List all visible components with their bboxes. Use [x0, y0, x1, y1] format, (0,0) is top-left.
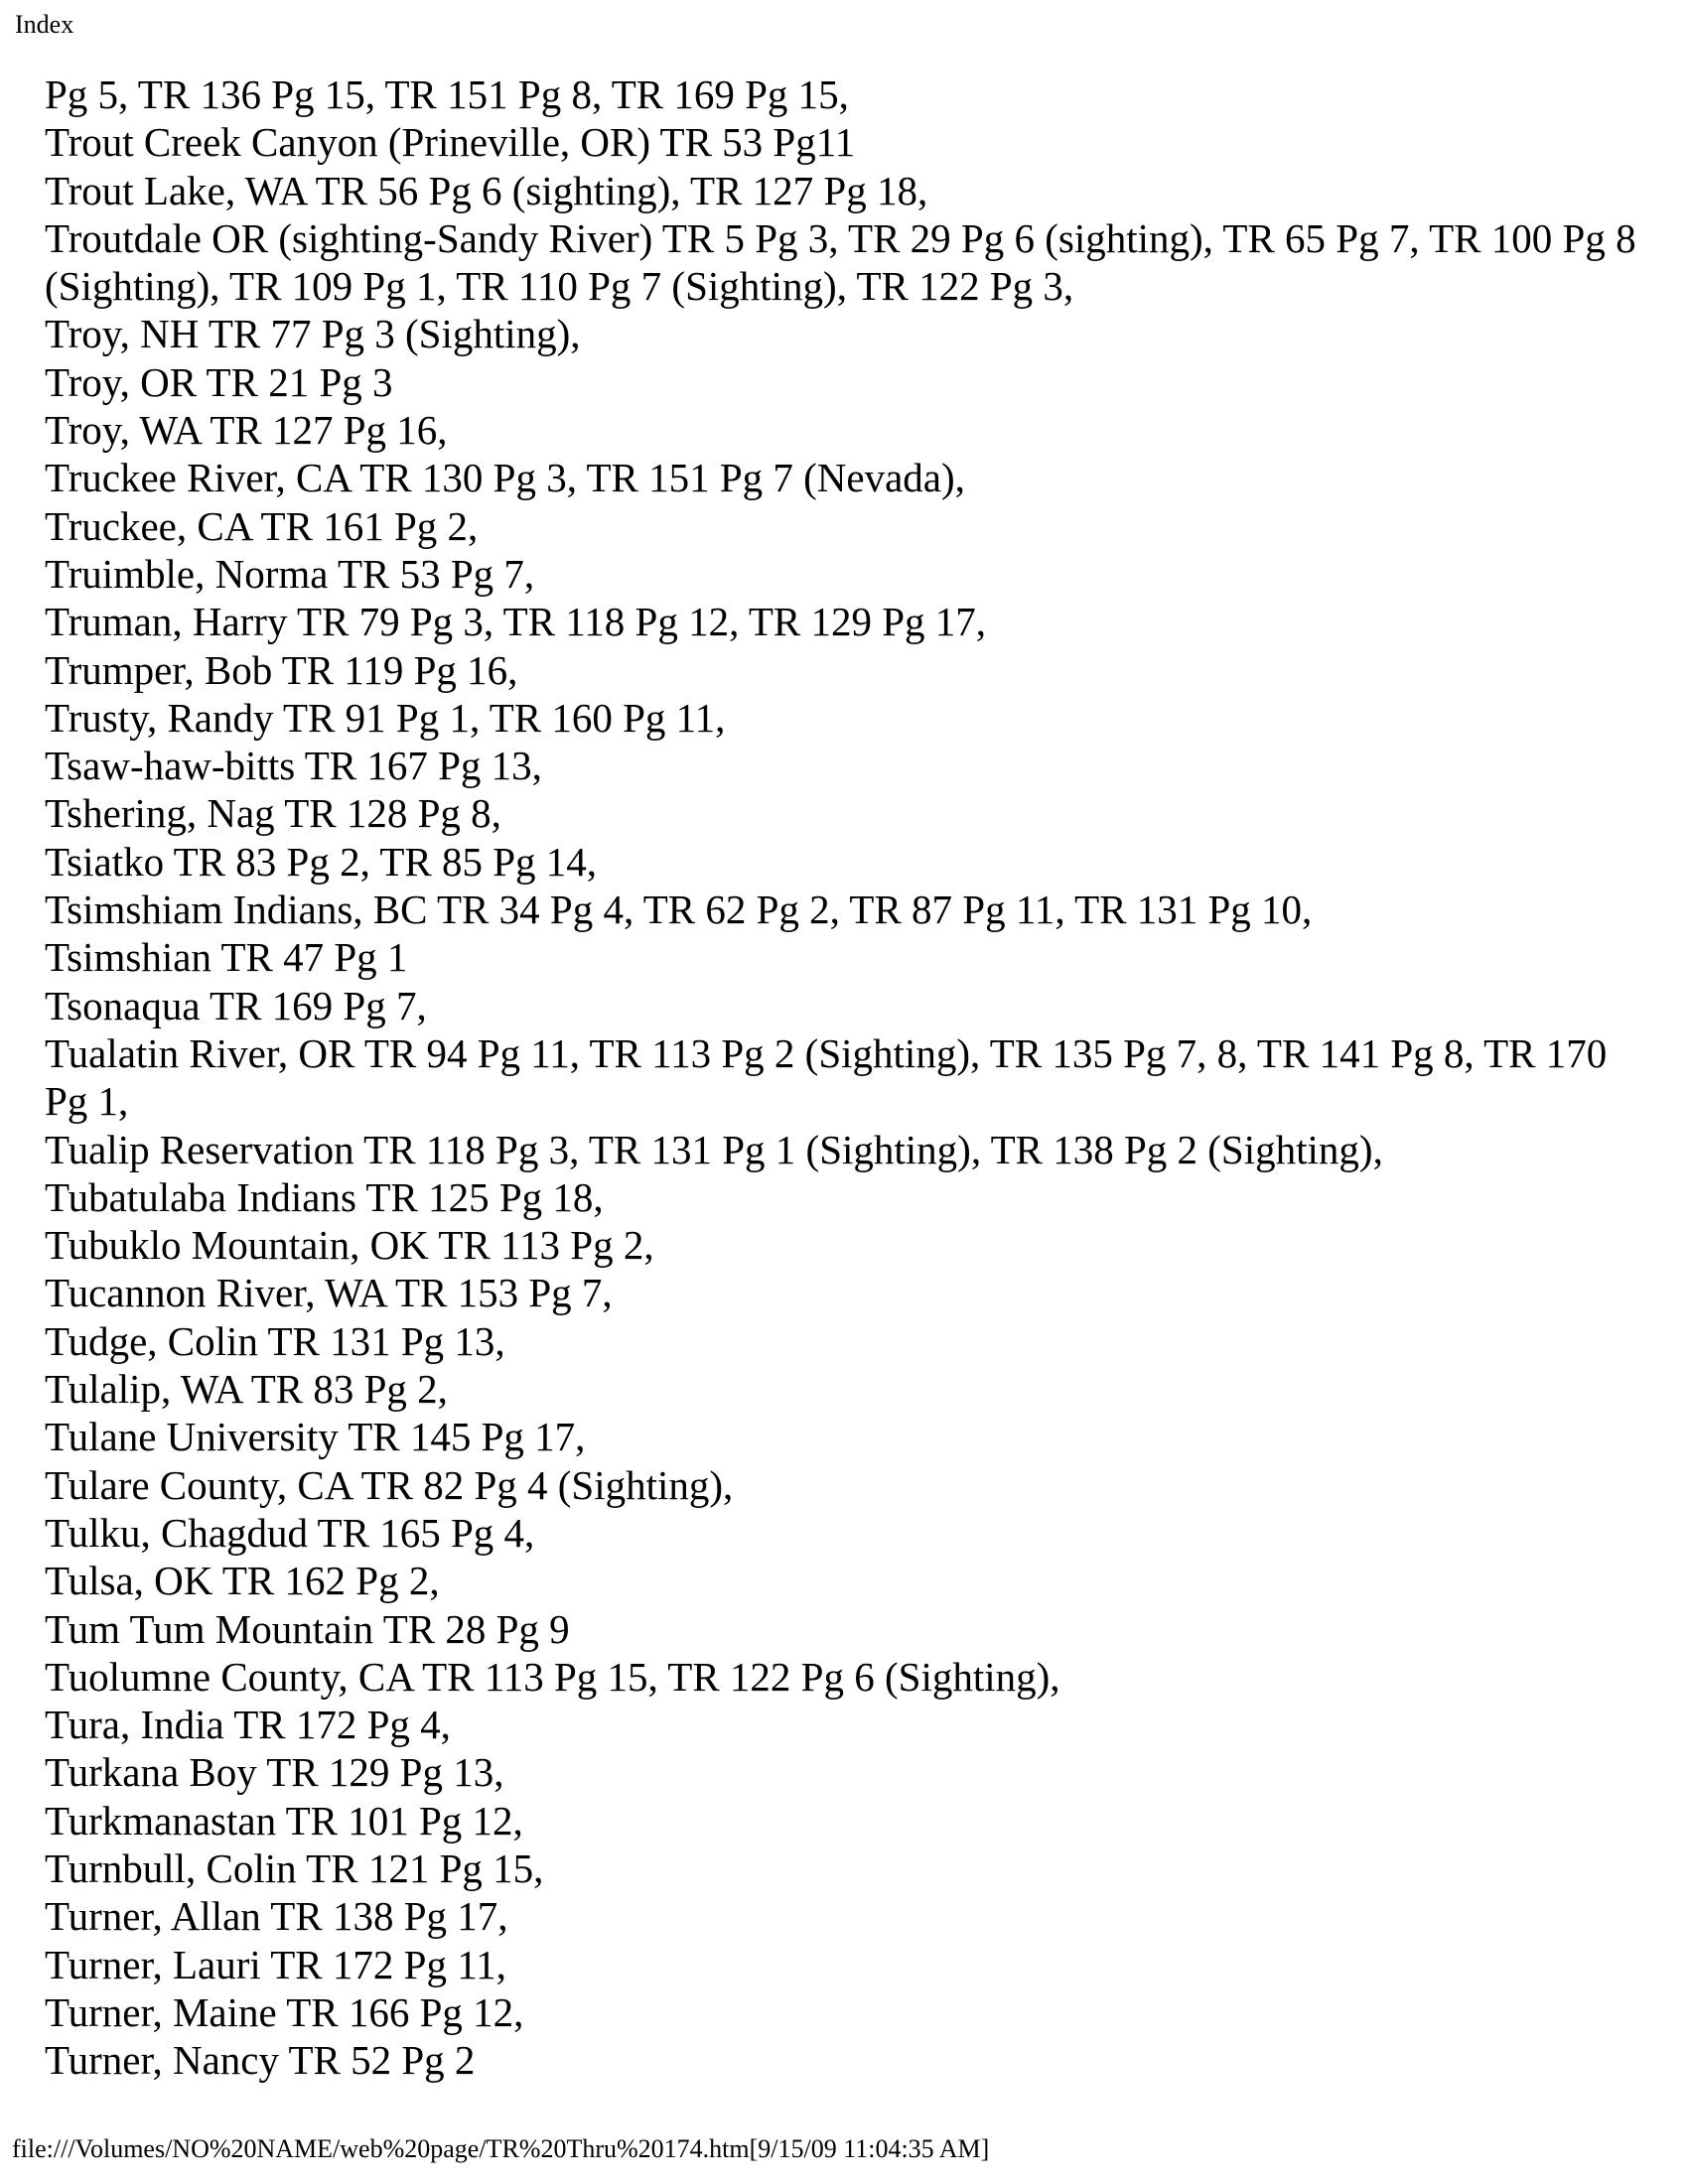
index-entry: Tsimshian TR 47 Pg 1: [45, 934, 408, 981]
index-entry: Tulare County, CA TR 82 Pg 4 (Sighting),: [45, 1461, 734, 1508]
index-entry: Tura, India TR 172 Pg 4,: [45, 1702, 451, 1748]
index-entry: Turnbull, Colin TR 121 Pg 15,: [45, 1844, 544, 1891]
index-entry: Trusty, Randy TR 91 Pg 1, TR 160 Pg 11,: [45, 694, 726, 741]
index-entry: Troy, OR TR 21 Pg 3: [45, 358, 393, 405]
index-entry: Tsaw-haw-bitts TR 167 Pg 13,: [45, 743, 542, 789]
print-header-title: Index: [15, 10, 74, 39]
index-entry-list: [45, 70, 1648, 2084]
index-entry: Turner, Allan TR 138 Pg 17,: [45, 1893, 508, 1940]
index-entry: Trout Lake, WA TR 56 Pg 6 (sighting), TR 127 Pg 18,: [45, 167, 928, 213]
index-entry: Tualip Reservation TR 118 Pg 3, TR 131 Pg 1 (Sighting), TR 138 Pg 2 (Sighting),: [45, 1126, 1383, 1172]
index-entry: Tubuklo Mountain, OK TR 113 Pg 2,: [45, 1222, 654, 1269]
index-entry: Turkmanastan TR 101 Pg 12,: [45, 1797, 523, 1843]
index-entry: Tuolumne County, CA TR 113 Pg 15, TR 122 Pg 6 (Sighting),: [45, 1653, 1060, 1700]
index-entry: Tulsa, OK TR 162 Pg 2,: [45, 1558, 440, 1604]
index-entry: Troy, WA TR 127 Pg 16,: [45, 407, 448, 454]
index-entry: Tualatin River, OR TR 94 Pg 11, TR 113 Pg 2 (Sighting), TR 135 Pg 7, 8, TR 141 Pg 8, TR 170 Pg 1,: [45, 1029, 1608, 1125]
index-entry: Troy, NH TR 77 Pg 3 (Sighting),: [45, 311, 581, 357]
index-entry: Tulane University TR 145 Pg 17,: [45, 1414, 586, 1460]
index-entry: Turner, Lauri TR 172 Pg 11,: [45, 1941, 506, 1987]
index-entry: Turkana Boy TR 129 Pg 13,: [45, 1749, 504, 1796]
index-entry: Tsonaqua TR 169 Pg 7,: [45, 982, 427, 1028]
index-entry: Trumper, Bob TR 119 Pg 16,: [45, 646, 518, 693]
index-entry: Tucannon River, WA TR 153 Pg 7,: [45, 1270, 613, 1316]
index-entry: Tsiatko TR 83 Pg 2, TR 85 Pg 14,: [45, 838, 598, 885]
index-entry: Truckee, CA TR 161 Pg 2,: [45, 502, 479, 549]
index-entry: Tum Tum Mountain TR 28 Pg 9: [45, 1605, 570, 1652]
index-entry: Truman, Harry TR 79 Pg 3, TR 118 Pg 12, TR 129 Pg 17,: [45, 599, 987, 645]
index-entry: Trout Creek Canyon (Prineville, OR) TR 53 Pg11: [45, 119, 856, 166]
print-footer-url: file:///Volumes/NO%20NAME/web%20page/TR%20Thru%20174.htm[9/15/09 11:04:35 AM]: [12, 2134, 990, 2163]
index-entry: Tshering, Nag TR 128 Pg 8,: [45, 790, 501, 837]
index-entry: Turner, Maine TR 166 Pg 12,: [45, 1988, 524, 2035]
index-entry: Turner, Nancy TR 52 Pg 2: [45, 2037, 476, 2084]
index-entry: Tudge, Colin TR 131 Pg 13,: [45, 1317, 505, 1364]
index-entry: Tulalip, WA TR 83 Pg 2,: [45, 1366, 448, 1413]
index-entry: Truckee River, CA TR 130 Pg 3, TR 151 Pg 7 (Nevada),: [45, 455, 965, 501]
index-entry: Tubatulaba Indians TR 125 Pg 18,: [45, 1173, 604, 1220]
index-entry: Troutdale OR (sighting-Sandy River) TR 5 Pg 3, TR 29 Pg 6 (sighting), TR 65 Pg 7, TR 100 Pg 8 (Sighting), TR 109 Pg 1, TR 110 Pg 7 (Sighting), TR 122 Pg 3,: [45, 214, 1636, 310]
index-entry: Tulku, Chagdud TR 165 Pg 4,: [45, 1509, 535, 1556]
index-entry: Pg 5, TR 136 Pg 15, TR 151 Pg 8, TR 169 Pg 15,: [45, 71, 849, 117]
index-entry: Tsimshiam Indians, BC TR 34 Pg 4, TR 62 Pg 2, TR 87 Pg 11, TR 131 Pg 10,: [45, 887, 1313, 933]
index-entry: Truimble, Norma TR 53 Pg 7,: [45, 550, 535, 597]
